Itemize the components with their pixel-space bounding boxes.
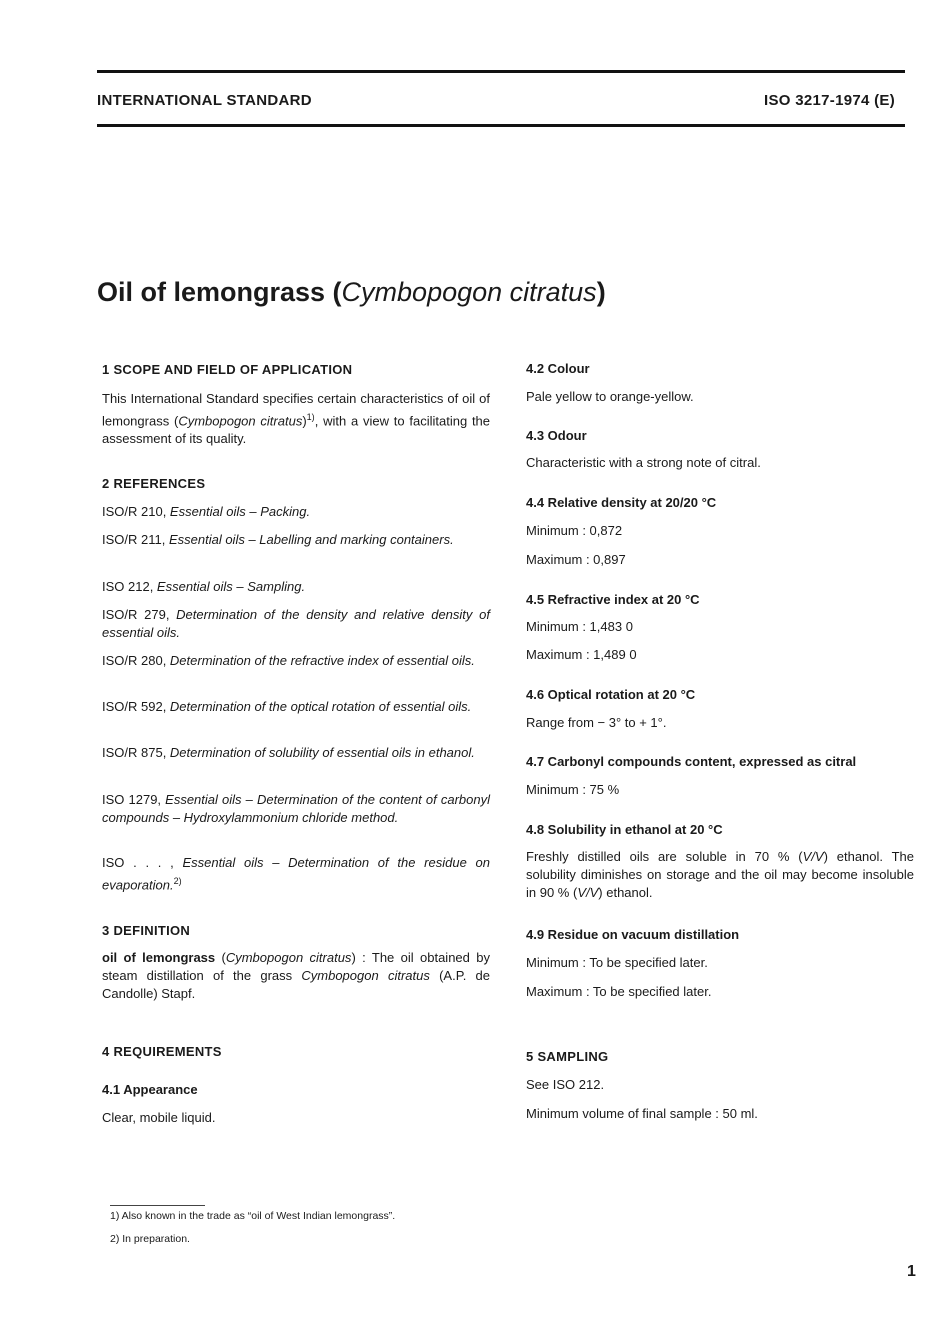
reference-item: ISO 212, Essential oils – Sampling. — [102, 579, 306, 594]
colour-text: Pale yellow to orange-yellow. — [526, 389, 694, 404]
residue-minimum: Minimum : To be specified later. — [526, 955, 708, 970]
reference-item: ISO/R 211, Essential oils – Labelling and marking containers. — [102, 532, 454, 547]
footnote-rule — [110, 1205, 205, 1206]
subsection-4-1-heading: 4.1 Appearance — [102, 1082, 198, 1097]
right-column — [526, 360, 914, 1140]
subsection-4-4-heading: 4.4 Relative density at 20/20 °C — [526, 495, 717, 510]
reference-item: ISO . . . , Essential oils – Determination of the residue on evaporation.$^{2)}$ — [102, 855, 490, 893]
section-1-text: This International Standard specifies certain characteristics of oil of lemongrass (Cymbopogon citratus)$^{1)}$, with a view to facilitating the assessment of its quality. — [102, 391, 491, 447]
header-left-label: INTERNATIONAL STANDARD — [97, 92, 312, 109]
reference-item: ISO/R 279, Determination of the density and relative density of essential oils. — [102, 607, 490, 640]
section-4-heading: 4 REQUIREMENTS — [102, 1044, 222, 1059]
sampling-reference: See ISO 212. — [526, 1077, 605, 1092]
header-top-rule — [97, 70, 905, 73]
section-1-heading: 1 SCOPE AND FIELD OF APPLICATION — [102, 362, 353, 377]
refractive-minimum: Minimum : 1,483 0 — [526, 619, 633, 634]
reference-item: ISO/R 210, Essential oils – Packing. — [102, 504, 311, 519]
page-number: 1 — [907, 1263, 916, 1280]
reference-item: ISO 1279, Essential oils – Determination of the content of carbonyl compounds – Hydroxylammonium chloride method. — [102, 792, 490, 825]
carbonyl-minimum: Minimum : 75 % — [526, 782, 620, 797]
left-column — [102, 360, 490, 1140]
footnote-1: 1) Also known in the trade as “oil of West Indian lemongrass”. — [110, 1210, 396, 1222]
residue-maximum: Maximum : To be specified later. — [526, 984, 712, 999]
density-maximum: Maximum : 0,897 — [526, 552, 626, 567]
refractive-maximum: Maximum : 1,489 0 — [526, 647, 637, 662]
section-2-heading: 2 REFERENCES — [102, 476, 206, 491]
document-title: Oil of lemongrass (Cymbopogon citratus) — [97, 277, 606, 307]
optical-rotation-range: Range from − 3° to + 1°. — [526, 715, 667, 730]
reference-item: ISO/R 875, Determination of solubility of essential oils in ethanol. — [102, 745, 475, 760]
subsection-4-3-heading: 4.3 Odour — [526, 428, 587, 443]
subsection-4-8-heading: 4.8 Solubility in ethanol at 20 °C — [526, 822, 723, 837]
subsection-4-9-heading: 4.9 Residue on vacuum distillation — [526, 927, 740, 942]
definition-text: oil of lemongrass (Cymbopogon citratus) : The oil obtained by steam distillation of the grass Cymbopogon citratus (A.P. de Candolle) Stapf. — [102, 950, 490, 1001]
appearance-text: Clear, mobile liquid. — [102, 1110, 216, 1125]
subsection-4-7-heading: 4.7 Carbonyl compounds content, expressed as citral — [526, 754, 857, 769]
section-3-heading: 3 DEFINITION — [102, 923, 191, 938]
solubility-text: Freshly distilled oils are soluble in 70 % (V/V) ethanol. The solubility diminishes on storage and the oil may become insoluble in 90 % (V/V) ethanol. — [526, 849, 915, 900]
subsection-4-6-heading: 4.6 Optical rotation at 20 °C — [526, 687, 696, 702]
header-right-label: ISO 3217-1974 (E) — [764, 92, 896, 109]
density-minimum: Minimum : 0,872 — [526, 523, 623, 538]
subsection-4-5-heading: 4.5 Refractive index at 20 °C — [526, 592, 700, 607]
section-5-heading: 5 SAMPLING — [526, 1049, 609, 1064]
sampling-volume: Minimum volume of final sample : 50 ml. — [526, 1106, 758, 1121]
reference-item: ISO/R 592, Determination of the optical rotation of essential oils. — [102, 699, 472, 714]
reference-item: ISO/R 280, Determination of the refractive index of essential oils. — [102, 653, 475, 668]
header-bottom-rule — [97, 124, 905, 127]
odour-text: Characteristic with a strong note of citral. — [526, 455, 761, 470]
footnote-2: 2) In preparation. — [110, 1233, 190, 1245]
subsection-4-2-heading: 4.2 Colour — [526, 361, 590, 376]
